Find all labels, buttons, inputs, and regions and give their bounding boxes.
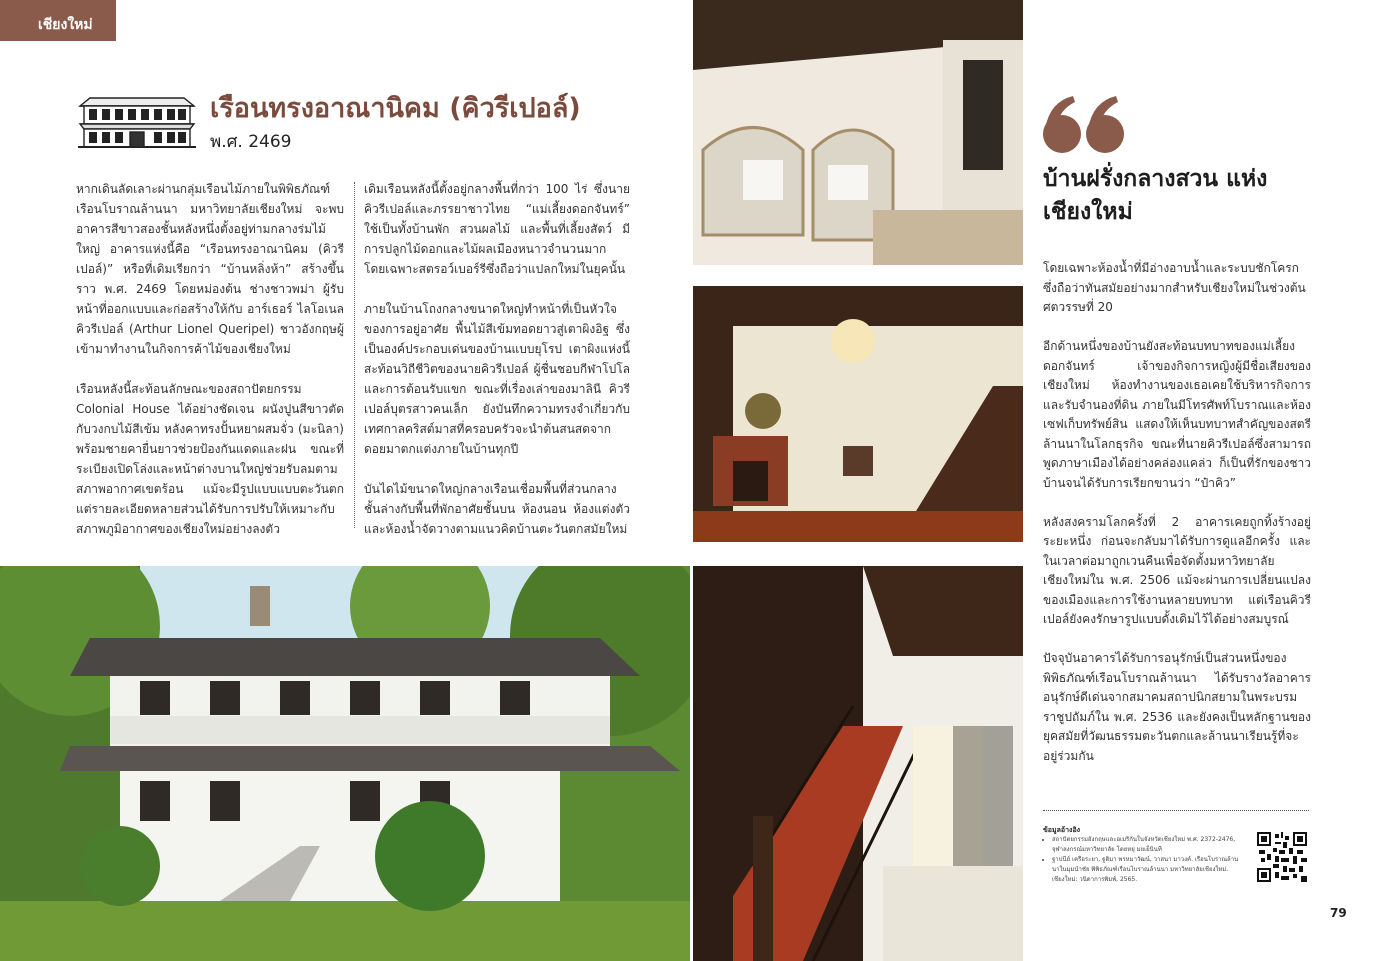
reference-item: • ฐาปนีย์ เครือระยา, ฐูติมา พรหมาวัฒน์, วาสนา มาวงค์. เรือนโบราณล้านนาในมุมนำชัย พิพิธภัณฑ์เรือนโบราณล้านนา มหาวิทยาลัยเชียงใหม่. เชียงใหม่: วนิดาการพิมพ์, 2565. [1052,855,1242,885]
pull-quote: บ้านฝรั่งกลางสวน แห่งเชียงใหม่ [1043,166,1268,225]
paragraph: หากเดินลัดเลาะผ่านกลุ่มเรือนไม้ภายในพิพิธภัณฑ์เรือนโบราณล้านนา มหาวิทยาลัยเชียงใหม่ จะพบอาคารสีขาวสองชั้นหลังหนึ่งตั้งอยู่ท่ามกลางร่มไม้ใหญ่ อาคารแห่งนี้คือ “เรือนทรงอาณานิคม (คิวรีเปอล์)” หรือที่เดิมเรียกว่า “บ้านหลิ่งห้า” สร้างขึ้นราว พ.ศ. 2469 โดยหม่องต้น ช่างชาวพม่า ผู้รับหน้าที่ออกแบบและก่อสร้างให้กับ อาร์เธอร์ ไลโอเนล คิวรีเปอล์ (Arthur Lionel Queripel) ชาวอังกฤษผู้เข้ามาทำงานในกิจการค้าไม้ของเชียงใหม่ [76,182,344,356]
colonial-house-icon [78,84,196,152]
paragraph: หลังสงครามโลกครั้งที่ 2 อาคารเคยถูกทิ้งร้างอยู่ระยะหนึ่ง ก่อนจะกลับมาได้รับการดูแลอีกครั้ง และในเวลาต่อมาถูกเวนคืนเพื่อจัดตั้งมหาวิทยาลัยเชียงใหม่ใน พ.ศ. 2506 แม้จะผ่านการเปลี่ยนแปลงของเมืองและการใช้งานหลายบทบาท แต่เรือนคิวรีเปอล์ยังคงรักษารูปแบบดั้งเดิมไว้ได้อย่างสมบูรณ์ [1043,514,1311,626]
references-divider [1043,810,1309,811]
paragraph: อีกด้านหนึ่งของบ้านยังสะท้อนบทบาทของแม่เลี้ยงดอกจันทร์ เจ้าของกิจการหญิงผู้มีชื่อเสียงของเชียงใหม่ ห้องทำงานของเธอเคยใช้บริหารกิจการและรับจำนองที่ดิน ภายในมีโทรศัพท์โบราณและห้องเซฟเก็บทรัพย์สิน แสดงให้เห็นบทบาทสำคัญของสตรีล้านนาในโลกธุรกิจ ขณะที่นายคิวรีเปอล์ซึ่งสามารถพูดภาษาเมืองได้อย่างคล่องแคล่ว ก็เป็นที่รักของชาวบ้านจนได้รับการเรียกขานว่า “ป๋าคิว” [1043,339,1311,490]
paragraph: เดิมเรือนหลังนี้ตั้งอยู่กลางพื้นที่กว่า 100 ไร่ ซึ่งนายคิวรีเปอล์และภรรยาชาวไทย “แม่เลี้ยงดอกจันทร์” ใช้เป็นทั้งบ้านพัก สวนผลไม้ และพื้นที่เลี้ยงสัตว์ มีการปลูกไม้ดอกและไม้ผลเมืองหนาวจำนวนมาก โดยเฉพาะสตรอว์เบอร์รีซึ่งถือว่าแปลกใหม่ในยุคนั้น [364,182,630,276]
section-tag: เชียงใหม่ [0,0,116,41]
references-heading: ข้อมูลอ้างอิง [1043,826,1081,834]
house-exterior-photo [0,566,690,961]
column-divider [354,182,355,528]
paragraph: ภายในบ้านโถงกลางขนาดใหญ่ทำหน้าที่เป็นหัวใจของการอยู่อาศัย พื้นไม้สีเข้มทอดยาวสู่เตาผิงอิฐ ซึ่งเป็นองค์ประกอบเด่นของบ้านแบบยุโรป เตาผิงแห่งนี้สะท้อนวิถีชีวิตของนายคิวรีเปอล์ ผู้ชื่นชอบกีฬาโปโลและการต้อนรับแขก ขณะที่เรื่องเล่าของมาลินี คิวรีเปอล์บุตรสาวคนเล็ก ยังบันทึกความทรงจำเกี่ยวกับเทศกาลคริสต์มาสที่ครอบครัวจะนำต้นสนสดจากดอยมาตกแต่งภายในบ้านทุกปี [364,302,630,456]
paragraph: ปัจจุบันอาคารได้รับการอนุรักษ์เป็นส่วนหนึ่งของพิพิธภัณฑ์เรือนโบราณล้านนา ได้รับรางวัลอาคารอนุรักษ์ดีเด่นจากสมาคมสถาปนิกสยามในพระบรมราชูปถัมภ์ใน พ.ศ. 2536 และยังคงเป็นหลักฐานของยุคสมัยที่วัฒนธรรมตะวันตกและล้านนาเรียนรู้ที่จะอยู่ร่วมกัน [1043,651,1311,763]
page-number: 79 [1330,906,1347,920]
text-column-1 [76,179,344,559]
text-column-2 [364,179,630,559]
fireplace-hall-photo [693,286,1023,542]
references-list [1043,835,1242,885]
exhibition-room-photo [693,0,1023,265]
article-title: เรือนทรงอาณานิคม (คิวรีเปอล์) [210,93,581,124]
quote-mark-icon [1043,96,1125,154]
paragraph: บันไดไม้ขนาดใหญ่กลางเรือนเชื่อมพื้นที่ส่วนกลางชั้นล่างกับพื้นที่พักอาศัยชั้นบน ห้องนอน ห้องแต่งตัว และห้องน้ำจัดวางตามแนวคิดบ้านตะวันตกสมัยใหม่ [364,482,630,536]
text-column-3 [1043,259,1311,786]
paragraph: เรือนหลังนี้สะท้อนลักษณะของสถาปัตยกรรม Colonial House ได้อย่างชัดเจน ผนังปูนสีขาวตัดกับวงกบไม้สีเข้ม หลังคาทรงปั้นหยาผสมจั่ว (มะนิลา) พร้อมชายคายื่นยาวช่วยป้องกันแดดและฝน ขณะที่ระเบียงเปิดโล่งและหน้าต่างบานใหญ่ช่วยรับลมตามสภาพอากาศเขตร้อน แม้จะมีรูปแบบแบบตะวันตก แต่รายละเอียดหลายส่วนได้รับการปรับให้เหมาะกับสภาพภูมิอากาศของเชียงใหม่อย่างลงตัว [76,382,344,536]
qr-code[interactable] [1257,832,1307,882]
paragraph: โดยเฉพาะห้องน้ำที่มีอ่างอาบน้ำและระบบชักโครก ซึ่งถือว่าทันสมัยอย่างมากสำหรับเชียงใหม่ในช่วงต้นศตวรรษที่ 20 [1043,261,1306,314]
staircase-photo [693,566,1023,961]
reference-item: • สถาปัตยกรรมอังกฤษและอเมริกันในจังหวัดเชียงใหม่ พ.ศ. 2372-2476, จุฬาลงกรณ์มหาวิทยาลัย โดยหยุ่ มยเย็นินที [1052,835,1242,855]
article-year: พ.ศ. 2469 [210,132,292,152]
